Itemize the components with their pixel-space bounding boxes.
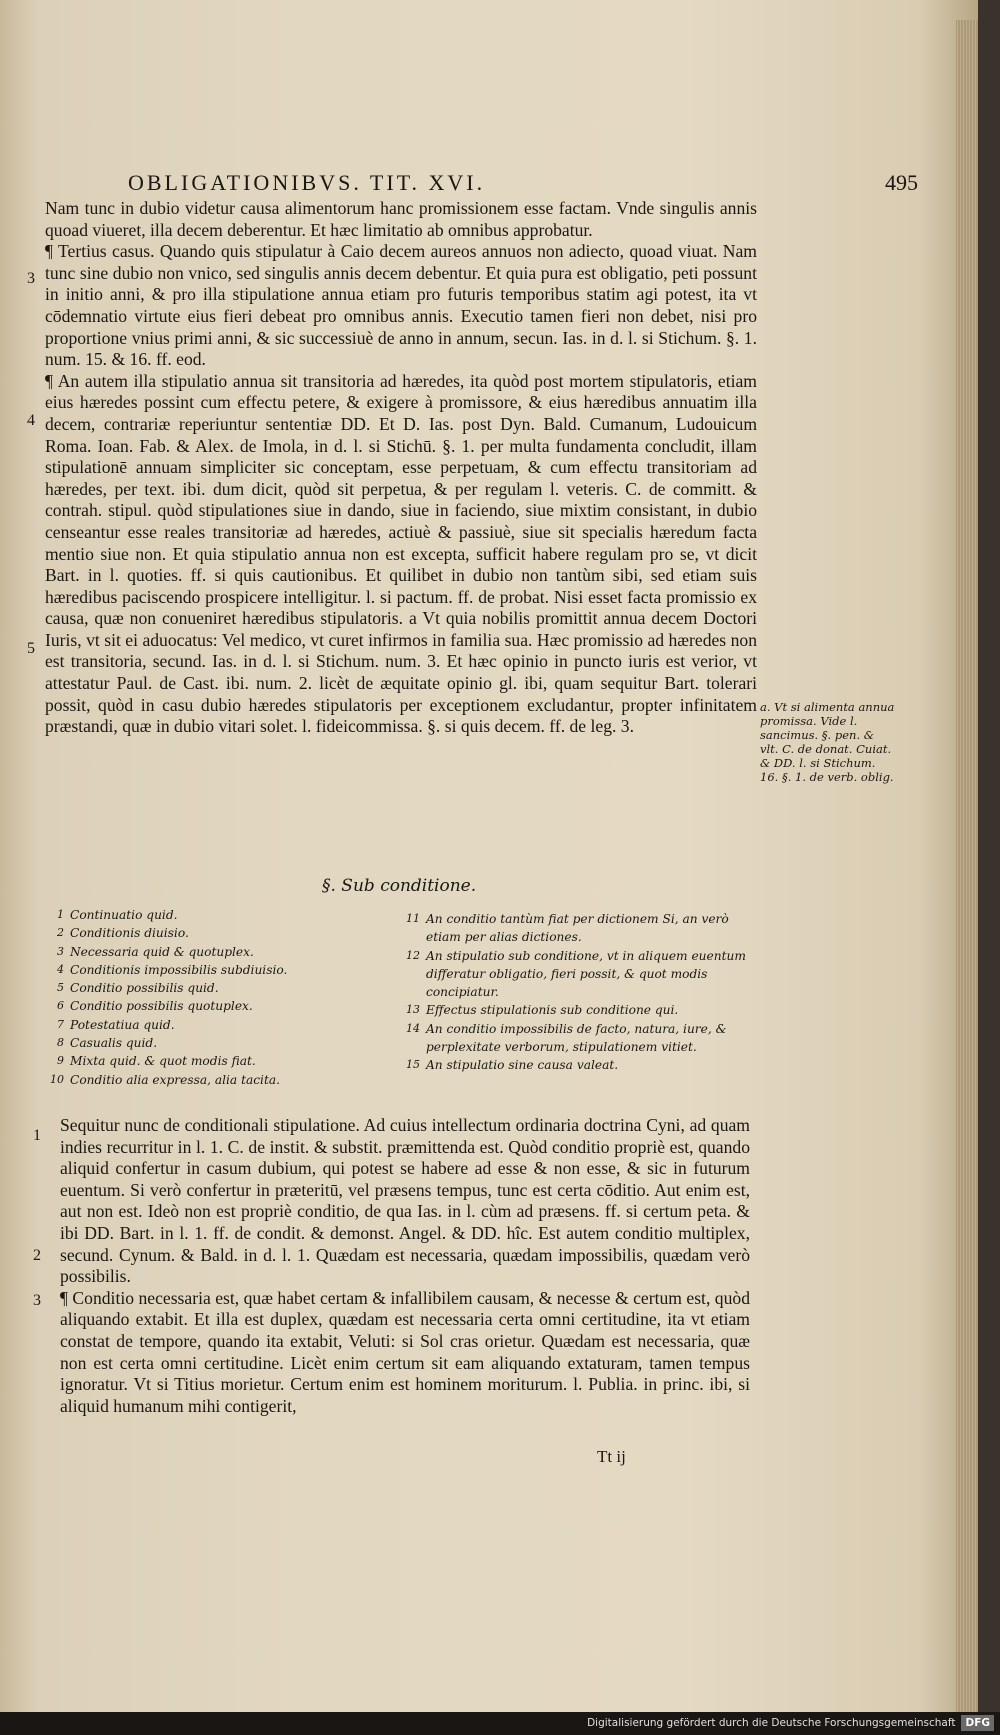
summary-item: 6 Conditio possibilis quotuplex. xyxy=(57,999,253,1014)
dfg-logo: DFG xyxy=(961,1715,994,1731)
summary-item: 7 Potestatiua quid. xyxy=(57,1017,175,1032)
summary-item: 15 An stipulatio sine causa valeat. xyxy=(406,1058,619,1073)
paragraph: ¶ Conditio necessaria est, quæ habet certam & infallibilem causam, & necesse & certum est, quòd aliquando extabit. Et illa est duplex, quædam est necessaria certa omni certitudine, ita vt etiam constat de tempore, quando ita extabit, Veluti: si Sol cras orietur. Quædam est necessaria, quæ non est certa omni certitudine. Licèt enim certum sit eam aliquando extaturam, tamen tempus ignoratur. Vt si Titius morietur. Certum enim est hominem moriturum. l. Publia. in princ. ibi, si aliquid humanum mihi contigerit, xyxy=(60,1287,750,1416)
margin-number: 2 xyxy=(33,1247,41,1264)
margin-number: 4 xyxy=(27,412,35,429)
signature-mark: Tt ij xyxy=(597,1447,626,1466)
page-edge xyxy=(956,20,978,1720)
summary-item: 3 Necessaria quid & quotuplex. xyxy=(57,944,254,959)
margin-number: 1 xyxy=(33,1127,41,1144)
margin-number: 3 xyxy=(27,270,35,287)
page-number: 495 xyxy=(885,170,918,195)
summary-item: 1 Continuatio quid. xyxy=(57,908,178,922)
summary-item: 11 An conditio tantùm fiat per dictionem Si, an verò etiam per alias dictiones. xyxy=(406,912,729,945)
margin-number: 5 xyxy=(27,640,35,657)
summary-item: 10 Conditio alia expressa, alia tacita. xyxy=(50,1072,280,1087)
summary-item: 12 An stipulatio sub conditione, vt in aliquem euentum differatur obligatio, fieri possit, & quot modis concipiatur. xyxy=(406,948,746,1000)
summary-left xyxy=(42,906,382,1089)
digitization-footer xyxy=(0,1712,1000,1735)
paragraph: ¶ An autem illa stipulatio annua sit transitoria ad hæredes, ita quòd post mortem stipulatoris, etiam eius hæredes possint cum effectu petere, & exigere à promissore, & eius hæredibus annuatim illa decem, contrariæ reperiuntur sententiæ DD. Et D. Ias. post Dyn. Bald. Cumanum, Ludouicum Roma. Ioan. Fab. & Alex. de Imola, in d. l. si Stichū. §. 1. per multa fundamenta concludit, illam stipulationē annuam simpliciter sic conceptam, esse perpetuam, & cum effectu transitoriam ad hæredes, per text. ibi. dum dicit, quòd sit perpetua, & per regulam l. veteris. C. de committ. & contrah. stipul. quòd stipulationes siue in dando, siue in faciendo, siue mixtim consistant, in dubio censeantur esse reales transitoriæ ad hæredes, actiuè & passiuè, siue sit specialis hæredum facta mentio siue non. Et quia stipulatio annua non est excepta, sufficit habere regulam pro se, vt dicit Bart. in l. quoties. ff. si quis cautionibus. Et quilibet in dubio non tantùm sibi, sed etiam suis hæredibus paciscendo prospicere intelligitur. l. si pactum. ff. de probat. Nisi esset facta promissio ex causa, quæ non conueniret hæredibus stipulatoris. a Vt quia nobilis promittit annua decem Doctori Iuris, vt sit ei aduocatus: Vel medico, vt curet infirmos in familia sua. Hæc promissio ad hæredes non est transitoria, secund. Ias. in d. l. si Stichum. num. 3. Et hæc opinio in puncto iuris est verior, vt attestatur Paul. de Cast. ibi. num. 2. licèt de æquitate opinio gl. ibi, quam sequitur Bart. tolerari possit, quòd in casu dubio hæredes stipulatoris per exceptionem excludantur, propter infinitatem præstandi, quæ in dubio vitari solet. l. fideicommissa. §. si quis decem. ff. de leg. 3. xyxy=(45,370,757,737)
summary-item: 4 Conditionis impossibilis subdiuisio. xyxy=(57,962,288,977)
section-title: §. Sub conditione. xyxy=(322,876,477,896)
running-title: OBLIGATIONIBVS. TIT. XVI. xyxy=(128,170,486,195)
summary-item: 13 Effectus stipulationis sub conditione qui. xyxy=(406,1003,679,1018)
body-text-bottom xyxy=(60,1115,750,1417)
summary-item: 5 Conditio possibilis quid. xyxy=(57,981,219,996)
paragraph: Sequitur nunc de conditionali stipulatione. Ad cuius intellectum ordinaria doctrina Cyni, ad quam indies recurritur in l. 1. C. de instit. & substit. præmittenda est. Quòd conditio propriè est, quando aliquid confertur in casum dubium, qui potest se habere ad esse & non esse, & sic in futurum euentum. Si verò confertur in præteritū, vel præsens tempus, tunc est certa cōditio. Aut enim est, aut non est. Ideò non est propriè conditio, de qua Ias. in l. cùm ad præsens. ff. si certum peta. & ibi DD. Bart. in l. 1. ff. de condit. & demonst. Angel. & DD. hîc. Est autem conditio multiplex, secund. Cynum. & Bald. in d. l. 1. Quædam est necessaria, quædam impossibilis, quædam verò possibilis. xyxy=(60,1115,750,1287)
running-header xyxy=(128,170,918,196)
summary-item: 2 Conditionis diuisio. xyxy=(57,926,189,941)
paragraph: ¶ Tertius casus. Quando quis stipulatur à Caio decem aureos annuos non adiecto, quoad viuat. Nam tunc sine dubio non vnico, sed singulis annis decem debentur. Et quia pura est obligatio, peti possunt in initio anni, & pro illa stipulatione annua etiam pro futuris temporibus statim agi potest, ita vt cōdemnatio virtute eius fieri debeat pro omnibus annis. Executio tamen fieri non debet, nisi pro proportione vnius primi anni, & sic successiuè de anno in annum, secun. Ias. in d. l. si Stichum. §. 1. num. 15. & 16. ff. eod. xyxy=(45,241,757,370)
side-note: a. Vt si alimenta annua promissa. Vide l. sancimus. §. pen. & vlt. C. de donat. Cuiat. & DD. l. si Stichum. 16. §. 1. de verb. oblig. xyxy=(760,700,895,784)
summary-item: 14 An conditio impossibilis de facto, natura, iure, & perplexitate verborum, stipulationem vitiet. xyxy=(406,1021,727,1055)
footer-text: Digitalisierung gefördert durch die Deutsche Forschungsgemeinschaft xyxy=(587,1717,956,1729)
body-text-top xyxy=(45,198,757,738)
paragraph: Nam tunc in dubio videtur causa alimentorum hanc promissionem esse factam. Vnde singulis annis quoad viueret, illa decem deberentur. Et hæc limitatio ab omnibus approbatur. xyxy=(45,198,757,240)
summary-item: 9 Mixta quid. & quot modis fiat. xyxy=(57,1054,256,1069)
summary-right xyxy=(398,910,758,1075)
summary-item: 8 Casualis quid. xyxy=(57,1036,158,1051)
margin-number: 3 xyxy=(33,1292,41,1309)
